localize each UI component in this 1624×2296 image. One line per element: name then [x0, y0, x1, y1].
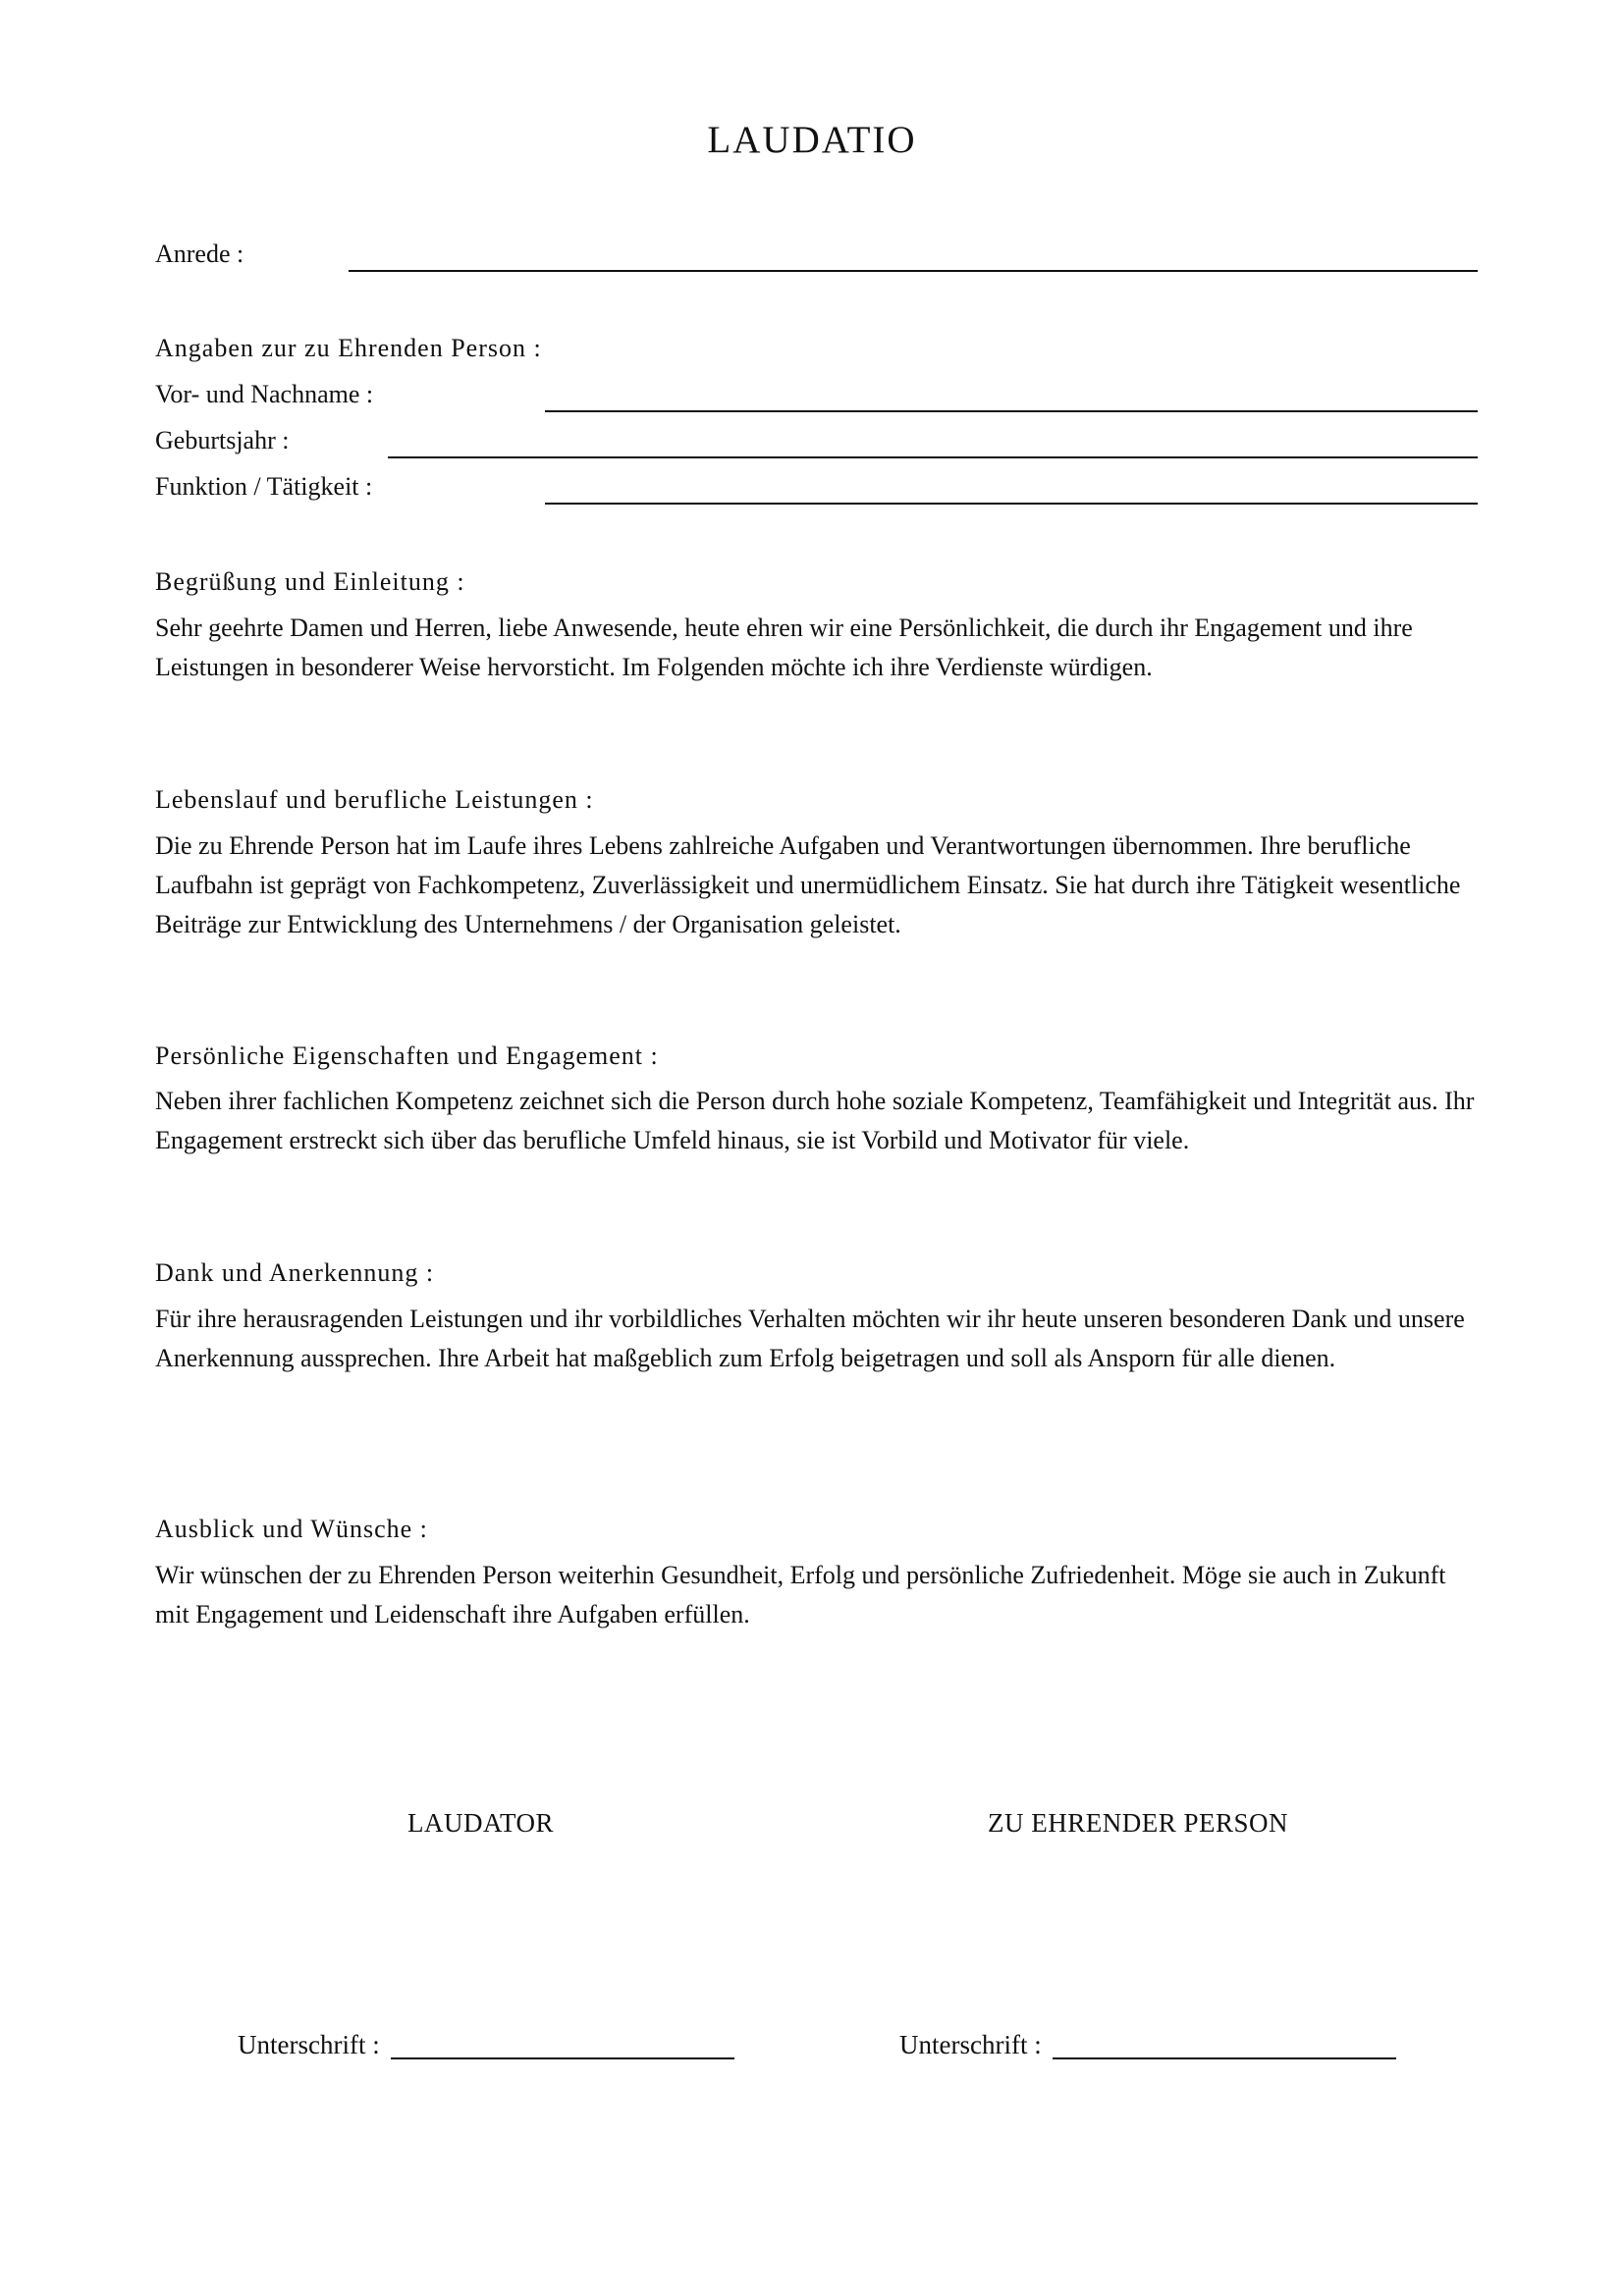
person-section-heading: Angaben zur zu Ehrenden Person : [155, 334, 542, 362]
section-heading-personal: Persönliche Eigenschaften und Engagement : [155, 1041, 659, 1070]
birthyear-field-line[interactable] [388, 456, 1478, 458]
signature-left-title: LAUDATOR [407, 1808, 555, 1838]
section-heading-greeting: Begrüßung und Einleitung : [155, 567, 465, 596]
salutation-label: Anrede : [155, 240, 244, 268]
salutation-field-line[interactable] [349, 270, 1478, 272]
name-field-line[interactable] [545, 410, 1478, 412]
signature-right-line[interactable] [1053, 2057, 1396, 2059]
signature-left-label: Unterschrift : [238, 2030, 380, 2059]
function-label: Funktion / Tätigkeit : [155, 472, 373, 501]
section-heading-thanks: Dank und Anerkennung : [155, 1258, 435, 1287]
section-text-outlook: Wir wünschen der zu Ehrenden Person weiterhin Gesundheit, Erfolg und persönliche Zufriedenheit. Möge sie auch in Zukunft mit Engagement und Leidenschaft ihre Aufgaben erfüllen. [155, 1561, 1446, 1629]
section-text-personal: Neben ihrer fachlichen Kompetenz zeichnet sich die Person durch hohe soziale Kompetenz, Teamfähigkeit und Integrität aus. Ihr Engagement erstreckt sich über das berufliche Umfeld hinaus, sie ist Vorbild und Motivator für viele. [155, 1087, 1475, 1154]
signature-right-title: ZU EHRENDER PERSON [988, 1808, 1289, 1838]
name-label: Vor- und Nachname : [155, 380, 374, 408]
section-text-thanks: Für ihre herausragenden Leistungen und ihr vorbildliches Verhalten möchten wir ihr heute unseren besonderen Dank und unsere Anerkennung aussprechen. Ihre Arbeit hat maßgeblich zum Erfolg beigetragen und soll als Ansporn für alle dienen. [155, 1305, 1465, 1372]
section-text-greeting: Sehr geehrte Damen und Herren, liebe Anwesende, heute ehren wir eine Persönlichkeit, die durch ihr Engagement und ihre Leistungen in besonderer Weise hervorsticht. Im Folgenden möchte ich ihre Verdienste würdigen. [155, 614, 1413, 681]
signature-left-line[interactable] [391, 2057, 734, 2059]
birthyear-label: Geburtsjahr : [155, 426, 290, 454]
signature-right-label: Unterschrift : [899, 2030, 1042, 2059]
section-text-career: Die zu Ehrende Person hat im Laufe ihres Lebens zahlreiche Aufgaben und Verantwortungen übernommen. Ihre berufliche Laufbahn ist geprägt von Fachkompetenz, Zuverlässigkeit und unermüdlichem Einsatz. Sie hat durch ihre Tätigkeit wesentliche Beiträge zur Entwicklung des Unternehmens / der Organisation geleistet. [155, 831, 1461, 938]
section-heading-career: Lebenslauf und berufliche Leistungen : [155, 785, 594, 814]
document-title: LAUDATIO [707, 119, 917, 161]
function-field-line[interactable] [545, 503, 1478, 505]
section-heading-outlook: Ausblick und Wünsche : [155, 1515, 428, 1543]
